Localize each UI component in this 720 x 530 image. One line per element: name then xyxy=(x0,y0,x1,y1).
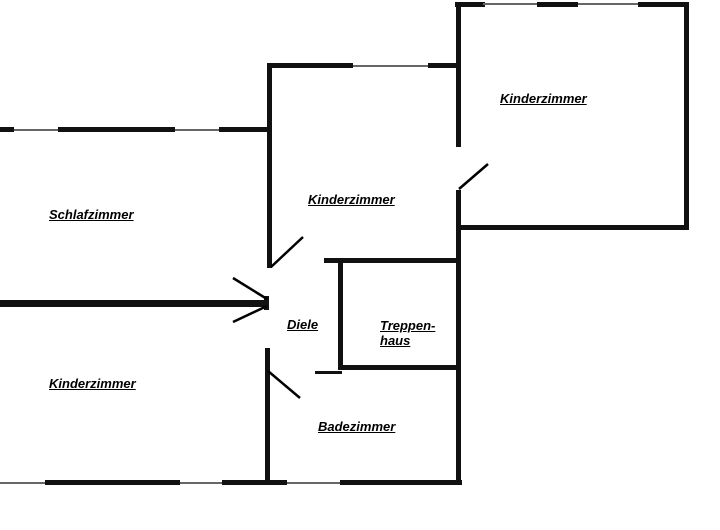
room-label-treppenhaus xyxy=(380,318,435,348)
room-label-diele: Diele xyxy=(287,317,319,332)
room-label-schlafzimmer: Schlafzimmer xyxy=(49,207,134,222)
room-label-badezimmer: Badezimmer xyxy=(318,419,396,434)
door-swing-line xyxy=(233,278,267,299)
room-label-kinderzimmer-bottom-left: Kinderzimmer xyxy=(49,376,136,391)
door-swing-line xyxy=(268,371,300,398)
room-label-treppenhaus-line1: Treppen- xyxy=(380,318,436,333)
door-swing-line xyxy=(271,237,303,267)
room-label-kinderzimmer-top-right: Kinderzimmer xyxy=(500,91,587,106)
room-label-kinderzimmer-middle: Kinderzimmer xyxy=(308,192,395,207)
door-swing-line xyxy=(459,164,488,189)
room-label-treppenhaus-line2: haus xyxy=(380,333,411,348)
door-swing-line xyxy=(233,306,267,322)
